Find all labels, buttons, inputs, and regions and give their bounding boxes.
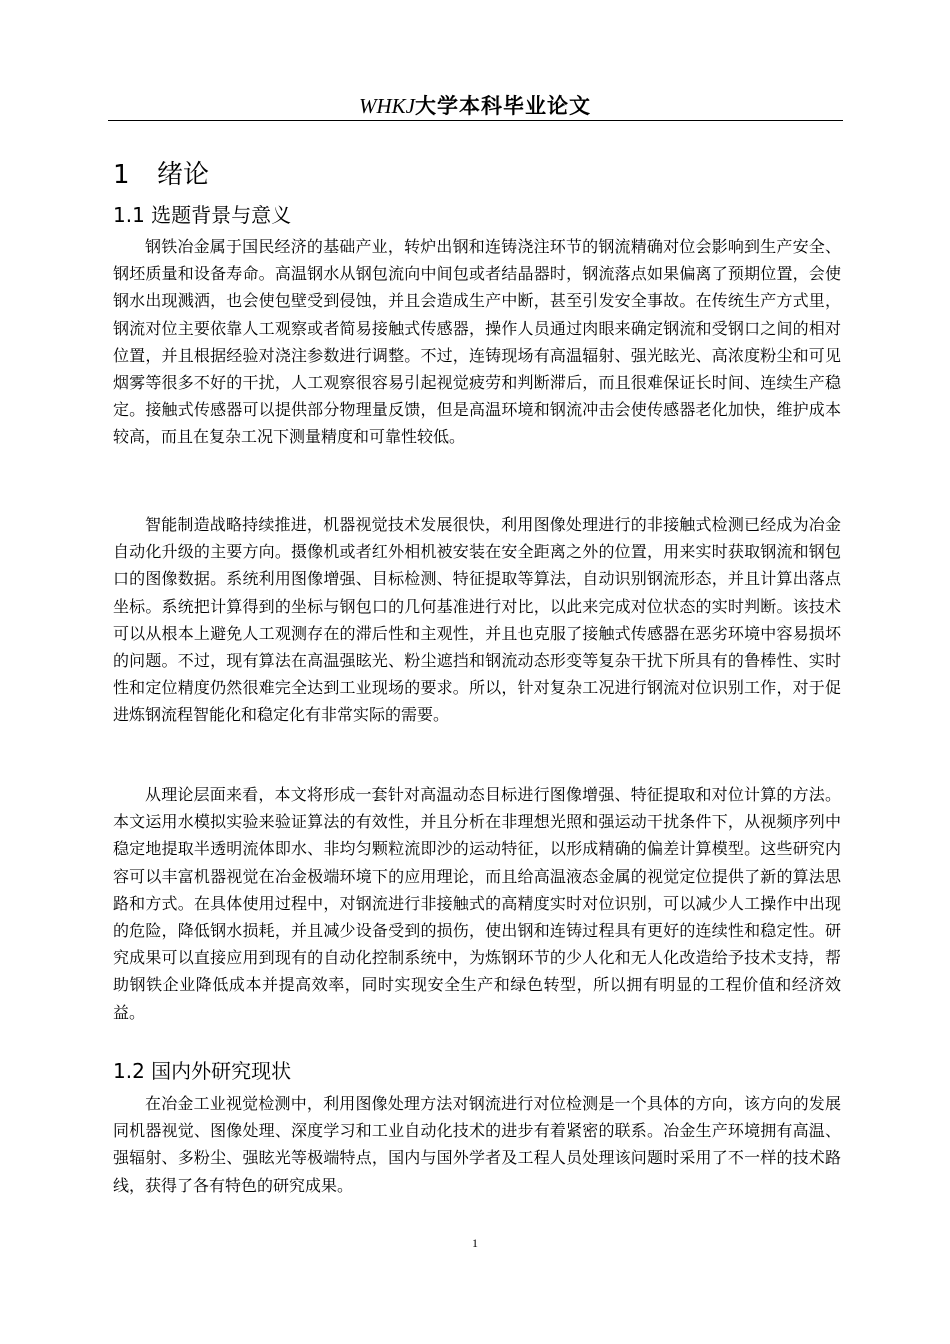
body-paragraph: 钢铁冶金属于国民经济的基础产业，转炉出钢和连铸浇注环节的钢流精确对位会影响到生产安全、钢坯质量和设备寿命。高温钢水从钢包流向中间包或者结晶器时，钢流落点如果偏离了预期位置，会使钢水出现溅洒，也会使包壁受到侵蚀，并且会造成生产中断，甚至引发安全事故。在传统生产方式里，钢流对位主要依靠人工观察或者简易接触式传感器，操作人员通过肉眼来确定钢流和受钢口之间的相对位置，并且根据经验对浇注参数进行调整。不过，连铸现场有高温辐射、强光眩光、高浓度粉尘和可见烟雾等很多不好的干扰，人工观察很容易引起视觉疲劳和判断滞后，而且很难保证长时间、连续生产稳定。接触式传感器可以提供部分物理量反馈，但是高温环境和钢流冲击会使传感器老化加快，维护成本较高，而且在复杂工况下测量精度和可靠性较低。: [113, 237, 841, 447]
body-paragraph: 在冶金工业视觉检测中，利用图像处理方法对钢流进行对位检测是一个具体的方向，该方向的发展同机器视觉、图像处理、深度学习和工业自动化技术的进步有着紧密的联系。冶金生产环境拥有高温、强辐射、多粉尘、强眩光等极端特点，国内与国外学者及工程人员处理该问题时采用了不一样的技术路线，获得了各有特色的研究成果。: [113, 1094, 841, 1195]
header-rule: [108, 120, 843, 121]
page-number: 1: [472, 1236, 478, 1250]
section-heading: 1.1 选题背景与意义: [113, 203, 292, 227]
header-latin-text: WHKJ: [359, 94, 415, 118]
body-paragraph: 从理论层面来看，本文将形成一套针对高温动态目标进行图像增强、特征提取和对位计算的方法。本文运用水模拟实验来验证算法的有效性，并且分析在非理想光照和强运动干扰条件下，从视频序列中稳定地提取半透明流体即水、非均匀颗粒流即沙的运动特征，以形成精确的偏差计算模型。这些研究内容可以丰富机器视觉在冶金极端环境下的应用理论，而且给高温液态金属的视觉定位提供了新的算法思路和方式。在具体使用过程中，对钢流进行非接触式的高精度实时对位识别，可以减少人工操作中出现的危险，降低钢水损耗，并且减少设备受到的损伤，使出钢和连铸过程具有更好的连续性和稳定性。研究成果可以直接应用到现有的自动化控制系统中，为炼钢环节的少人化和无人化改造给予技术支持，帮助钢铁企业降低成本并提高效率，同时实现安全生产和绿色转型，所以拥有明显的工程价值和经济效益。: [113, 785, 841, 1022]
chapter-number: 1: [113, 160, 130, 190]
running-header: [0, 92, 950, 120]
header-title: 大学本科毕业论文: [415, 94, 591, 118]
chapter-title: 绪论: [157, 160, 210, 190]
chapter-heading: [113, 156, 209, 194]
body-paragraph: 智能制造战略持续推进，机器视觉技术发展很快，利用图像处理进行的非接触式检测已经成为冶金自动化升级的主要方向。摄像机或者红外相机被安装在安全距离之外的位置，用来实时获取钢流和钢包口的图像数据。系统利用图像增强、目标检测、特征提取等算法，自动识别钢流形态，并且计算出落点坐标。系统把计算得到的坐标与钢包口的几何基准进行对比，以此来完成对位状态的实时判断。该技术可以从根本上避免人工观测存在的滞后性和主观性，并且也克服了接触式传感器在恶劣环境中容易损坏的问题。不过，现有算法在高温强眩光、粉尘遮挡和钢流动态形变等复杂干扰下所具有的鲁棒性、实时性和定位精度仍然很难完全达到工业现场的要求。所以，针对复杂工况进行钢流对位识别工作，对于促进炼钢流程智能化和稳定化有非常实际的需要。: [113, 515, 841, 725]
section-heading: 1.2 国内外研究现状: [113, 1059, 292, 1083]
